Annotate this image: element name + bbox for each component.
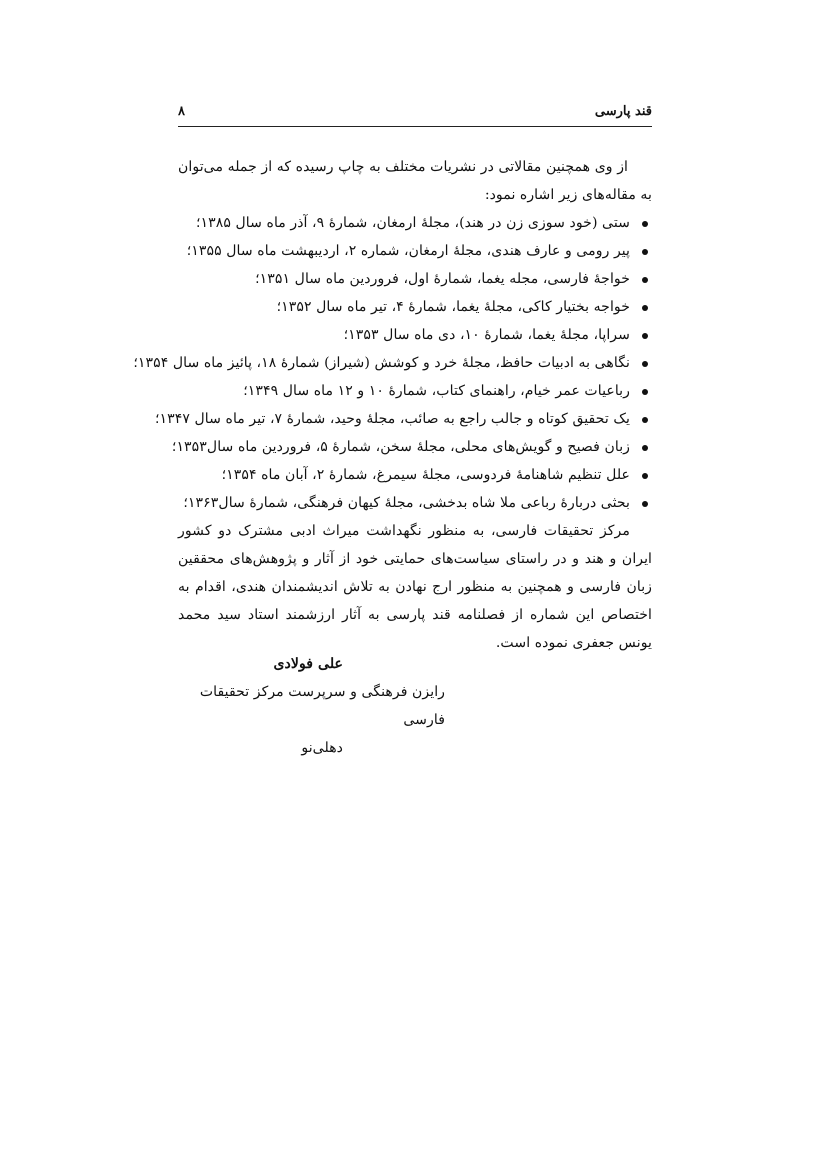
list-item — [171, 433, 652, 461]
list-item-text: زبان فصیح و گویش‌های محلی، مجلهٔ سخن، شمارهٔ ۵، فروردین ماه سال۱۳۵۳؛ — [171, 439, 630, 455]
list-item — [178, 293, 652, 321]
list-item-text: سراپا، مجلهٔ یغما، شمارهٔ ۱۰، دی ماه سال ۱۳۵۳؛ — [343, 327, 630, 343]
list-item-text: خواجه بختیار کاکی، مجلهٔ یغما، شمارهٔ ۴، تیر ماه سال ۱۳۵۲؛ — [276, 299, 630, 315]
list-item-text: پیر رومی و عارف هندی، مجلهٔ ارمغان، شماره ۲، اردیبهشت ماه سال ۱۳۵۵؛ — [186, 243, 630, 259]
list-item — [178, 209, 652, 237]
list-item-text: ستی (خود سوزی زن در هند)، مجلهٔ ارمغان، شمارهٔ ۹، آذر ماه سال ۱۳۸۵؛ — [195, 215, 630, 231]
bullet-icon — [642, 361, 648, 367]
list-item — [178, 237, 652, 265]
intro-paragraph: از وی همچنین مقالاتی در نشریات مختلف به چاپ رسیده که از جمله می‌توان به مقاله‌های زیر اشاره نمود: — [178, 159, 652, 203]
signatory-place: دهلی‌نو — [301, 740, 343, 756]
list-item-text: علل تنظیم شاهنامهٔ فردوسی، مجلهٔ سیمرغ، شمارهٔ ۲، آبان ماه ۱۳۵۴؛ — [221, 467, 630, 483]
journal-title: قند پارسی — [594, 104, 652, 119]
running-header — [178, 104, 652, 127]
signature-block — [175, 650, 445, 762]
bullet-icon — [642, 473, 648, 479]
closing-paragraph: مرکز تحقیقات فارسی، به منظور نگهداشت میراث ادبی مشترک دو کشور ایران و هند و در راستای سیاست‌های حمایتی خود از آثار و پژوهش‌های محققین زبان فارسی و همچنین به منظور ارج نهادن به تلاش اندیشمندان هندی، اقدام به اختصاص این شماره از فصلنامه قند پارسی به آثار ارزشمند استاد سید محمد یونس جعفری نموده است. — [178, 523, 652, 651]
page-number: ۸ — [178, 104, 185, 119]
main-text — [133, 153, 652, 657]
article-list — [133, 209, 652, 517]
list-item — [133, 349, 652, 377]
bullet-icon — [642, 277, 648, 283]
list-item-text: یک تحقیق کوتاه و جالب راجع به صائب، مجلهٔ وحید، شمارهٔ ۷، تیر ماه سال ۱۳۴۷؛ — [154, 411, 630, 427]
signatory-title: رایزن فرهنگی و سرپرست مرکز تحقیقات فارسی — [199, 684, 445, 728]
list-item — [178, 461, 652, 489]
list-item-text: رباعیات عمر خیام، راهنمای کتاب، شمارهٔ ۱۰ و ۱۲ ماه سال ۱۳۴۹؛ — [243, 383, 630, 399]
bullet-icon — [642, 305, 648, 311]
bullet-icon — [642, 249, 648, 255]
bullet-icon — [642, 389, 648, 395]
signatory-name: علی فولادی — [273, 656, 343, 672]
bullet-icon — [642, 333, 648, 339]
bullet-icon — [642, 221, 648, 227]
list-item — [178, 489, 652, 517]
list-item — [178, 377, 652, 405]
bullet-icon — [642, 445, 648, 451]
list-item-text: بحثی دربارهٔ رباعی ملا شاه بدخشی، مجلهٔ کیهان فرهنگی، شمارهٔ سال۱۳۶۳؛ — [183, 495, 630, 511]
list-item — [178, 265, 652, 293]
list-item-text: نگاهی به ادبیات حافظ، مجلهٔ خرد و کوشش (شیراز) شمارهٔ ۱۸، پائیز ماه سال ۱۳۵۴؛ — [133, 355, 630, 371]
list-item — [154, 405, 652, 433]
bullet-icon — [642, 417, 648, 423]
bullet-icon — [642, 501, 648, 507]
list-item-text: خواجهٔ فارسی، مجله یغما، شمارهٔ اول، فروردین ماه سال ۱۳۵۱؛ — [255, 271, 630, 287]
list-item — [178, 321, 652, 349]
